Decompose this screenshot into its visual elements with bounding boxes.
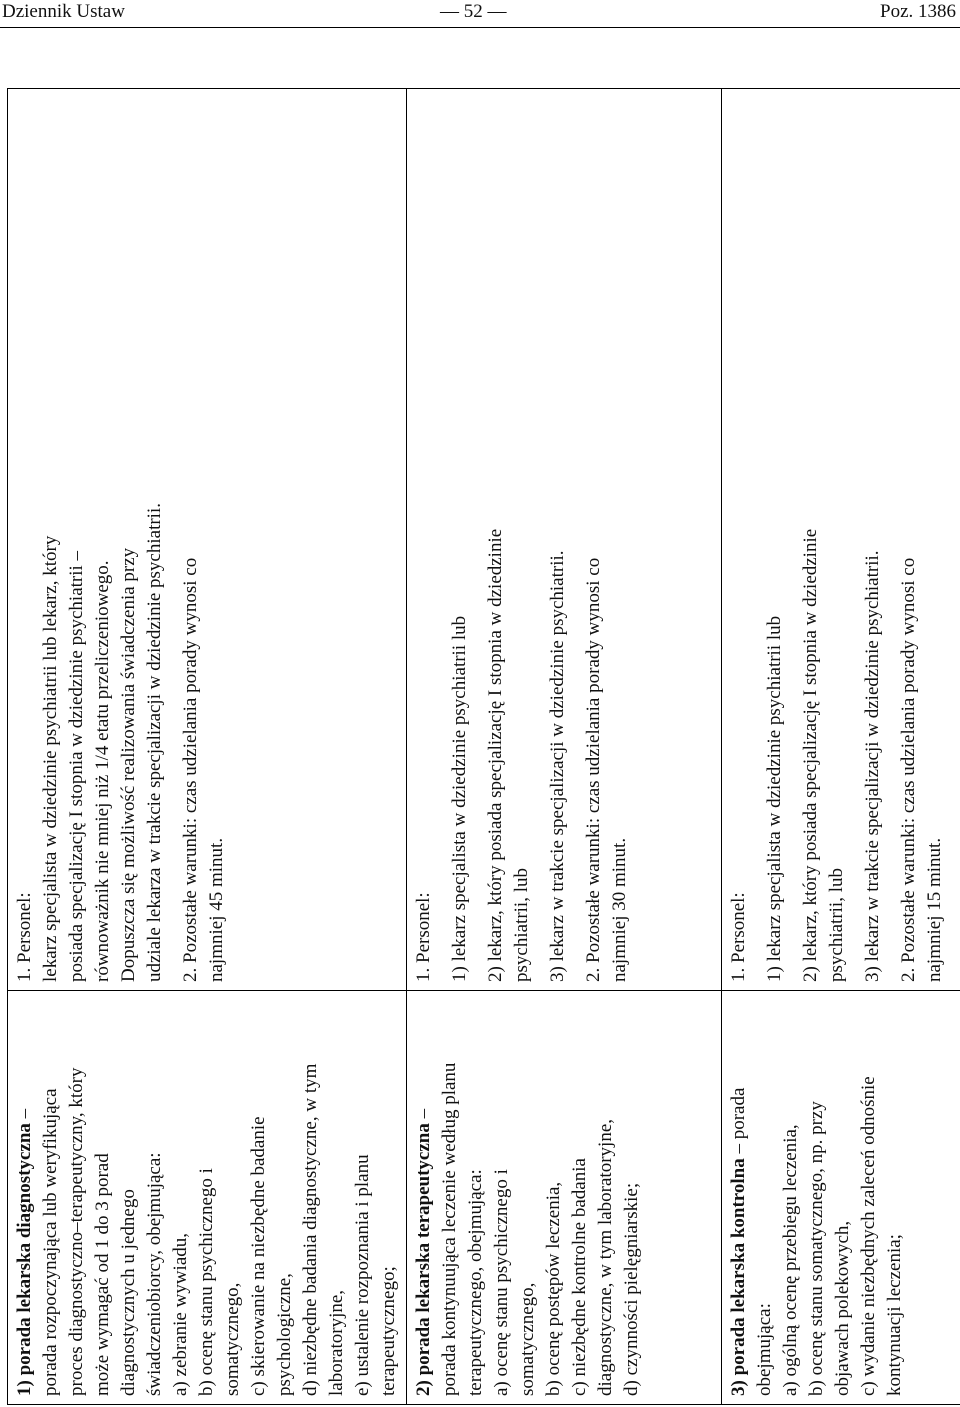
spacer (850, 97, 860, 982)
table-row (407, 89, 722, 1405)
table-row (8, 89, 407, 1405)
service-title-line (12, 999, 38, 1396)
service-description-cell (722, 991, 960, 1405)
conditions-line: najmniej 15 minut. (924, 837, 945, 982)
spacer (437, 97, 447, 982)
personnel-item-line: 1) lekarz specjalista w dziedzinie psychiatrii lub (449, 615, 470, 982)
service-description-line: c) niezbędne kontrolne badania (569, 1158, 590, 1396)
service-description-line: a) ocenę stanu psychicznego i (491, 1169, 512, 1396)
service-description-line: somatycznego, (517, 1282, 538, 1396)
service-title-suffix: – (413, 1108, 434, 1124)
personnel-item-line: 2) lekarz, który posiada specjalizację I stopnia w dziedzinie (485, 528, 506, 982)
service-description-line: a) zebranie wywiadu, (170, 1232, 191, 1396)
position-number: Poz. 1386 (880, 1, 956, 22)
personnel-item-line: 2) lekarz, który posiada specjalizację I stopnia w dziedzinie (800, 528, 821, 982)
page-header (0, 0, 960, 26)
service-title: 3) porada lekarska kontrolna (728, 1158, 749, 1396)
conditions-line: 2. Pozostałe warunki: czas udzielania porady wynosi co (898, 557, 919, 982)
service-description-line: porada kontynuująca leczenie według planu (439, 1062, 460, 1396)
personnel-item-line: 3) lekarz w trakcie specjalizacji w dziedzinie psychiatrii. (547, 550, 568, 982)
service-description-line: d) czynności pielęgniarskie; (621, 1182, 642, 1396)
conditions-line: najmniej 30 minut. (609, 837, 630, 982)
service-description-line: terapeutycznego; (378, 1266, 399, 1396)
service-title-line (411, 999, 437, 1396)
header-rule (0, 27, 960, 28)
service-title: 2) porada lekarska terapeutyczna (413, 1123, 434, 1396)
service-description-line: c) skierowanie na niezbędne badanie (248, 1116, 269, 1396)
service-description-line: proces diagnostyczno–terapeutyczny, który (66, 1067, 87, 1396)
rotated-page (7, 89, 945, 1405)
conditions-line: najmniej 45 minut. (206, 837, 227, 982)
service-description-line: obejmująca: (754, 1303, 775, 1396)
service-description-line: c) wydanie niezbędnych zaleceń odnośnie (858, 1076, 879, 1396)
personnel-label: 1. Personel: (413, 892, 434, 982)
conditions-line: 2. Pozostałe warunki: czas udzielania porady wynosi co (180, 557, 201, 982)
service-description-line: psychologiczne, (274, 1273, 295, 1396)
service-title-suffix: – porada (728, 1087, 749, 1159)
spacer (752, 97, 762, 982)
personnel-item-line: psychiatrii, lub (511, 868, 532, 982)
service-title-suffix: – (14, 1108, 35, 1124)
service-description-line: laboratoryjne, (326, 1289, 347, 1396)
personnel-item-line: 3) lekarz w trakcie specjalizacji w dziedzinie psychiatrii. (862, 550, 883, 982)
personnel-item-line: psychiatrii, lub (826, 868, 847, 982)
service-description-line: b) ocenę stanu psychicznego i (196, 1168, 217, 1396)
service-description-line: porada rozpoczynająca lub weryfikująca (40, 1088, 61, 1396)
personnel-label: 1. Personel: (14, 892, 35, 982)
spacer (473, 97, 483, 982)
service-description-line: terapeutycznego, obejmująca: (465, 1169, 486, 1396)
personnel-line: Dopuszcza się możliwość realizowania świadczenia przy (118, 547, 139, 982)
personnel-line: lekarz specjalista w dziedzinie psychiatrii lub lekarz, który (40, 535, 61, 982)
service-description-line: b) ocenę stanu somatycznego, np. przy (806, 1101, 827, 1396)
document-frame (7, 89, 945, 1405)
service-description-cell (8, 991, 407, 1405)
service-title: 1) porada lekarska diagnostyczna (14, 1123, 35, 1396)
service-description-line: kontynuacji leczenia; (884, 1234, 905, 1396)
service-description-line: somatycznego, (222, 1282, 243, 1396)
requirements-table (7, 88, 960, 1405)
spacer (168, 97, 178, 982)
requirements-cell (407, 89, 722, 991)
table-row (722, 89, 960, 1405)
page-number: — 52 — (440, 1, 507, 22)
requirements-cell (8, 89, 407, 991)
service-description-line: e) ustalenie rozpoznania i planu (352, 1154, 373, 1396)
service-description-line: diagnostycznych u jednego (118, 1189, 139, 1396)
personnel-line: udziale lekarza w trakcie specjalizacji w dziedzinie psychiatrii. (144, 503, 165, 982)
service-description-line: b) ocenę postępów leczenia, (543, 1181, 564, 1396)
journal-title: Dziennik Ustaw (2, 1, 125, 22)
spacer (886, 97, 896, 982)
service-description-line: a) ogólną ocenę przebiegu leczenia, (780, 1124, 801, 1396)
service-description-line: diagnostyczne, w tym laboratoryjne, (595, 1118, 616, 1396)
spacer (571, 97, 581, 982)
personnel-label: 1. Personel: (728, 892, 749, 982)
service-description-line: d) niezbędne badania diagnostyczne, w tym (300, 1063, 321, 1396)
service-description-line: może wymagać od 1 do 3 porad (92, 1153, 113, 1396)
service-description-line: objawach polekowych, (832, 1220, 853, 1396)
personnel-line: posiada specjalizację I stopnia w dziedzinie psychiatrii – (66, 550, 87, 982)
service-title-line (726, 999, 752, 1396)
service-description-cell (407, 991, 722, 1405)
spacer (535, 97, 545, 982)
personnel-line: równoważnik nie mniej niż 1/4 etatu przeliczeniowego. (92, 560, 113, 982)
service-description-line: świadczeniobiorcy, obejmująca: (144, 1152, 165, 1396)
spacer (788, 97, 798, 982)
conditions-line: 2. Pozostałe warunki: czas udzielania porady wynosi co (583, 557, 604, 982)
personnel-item-line: 1) lekarz specjalista w dziedzinie psychiatrii lub (764, 615, 785, 982)
requirements-cell (722, 89, 960, 991)
